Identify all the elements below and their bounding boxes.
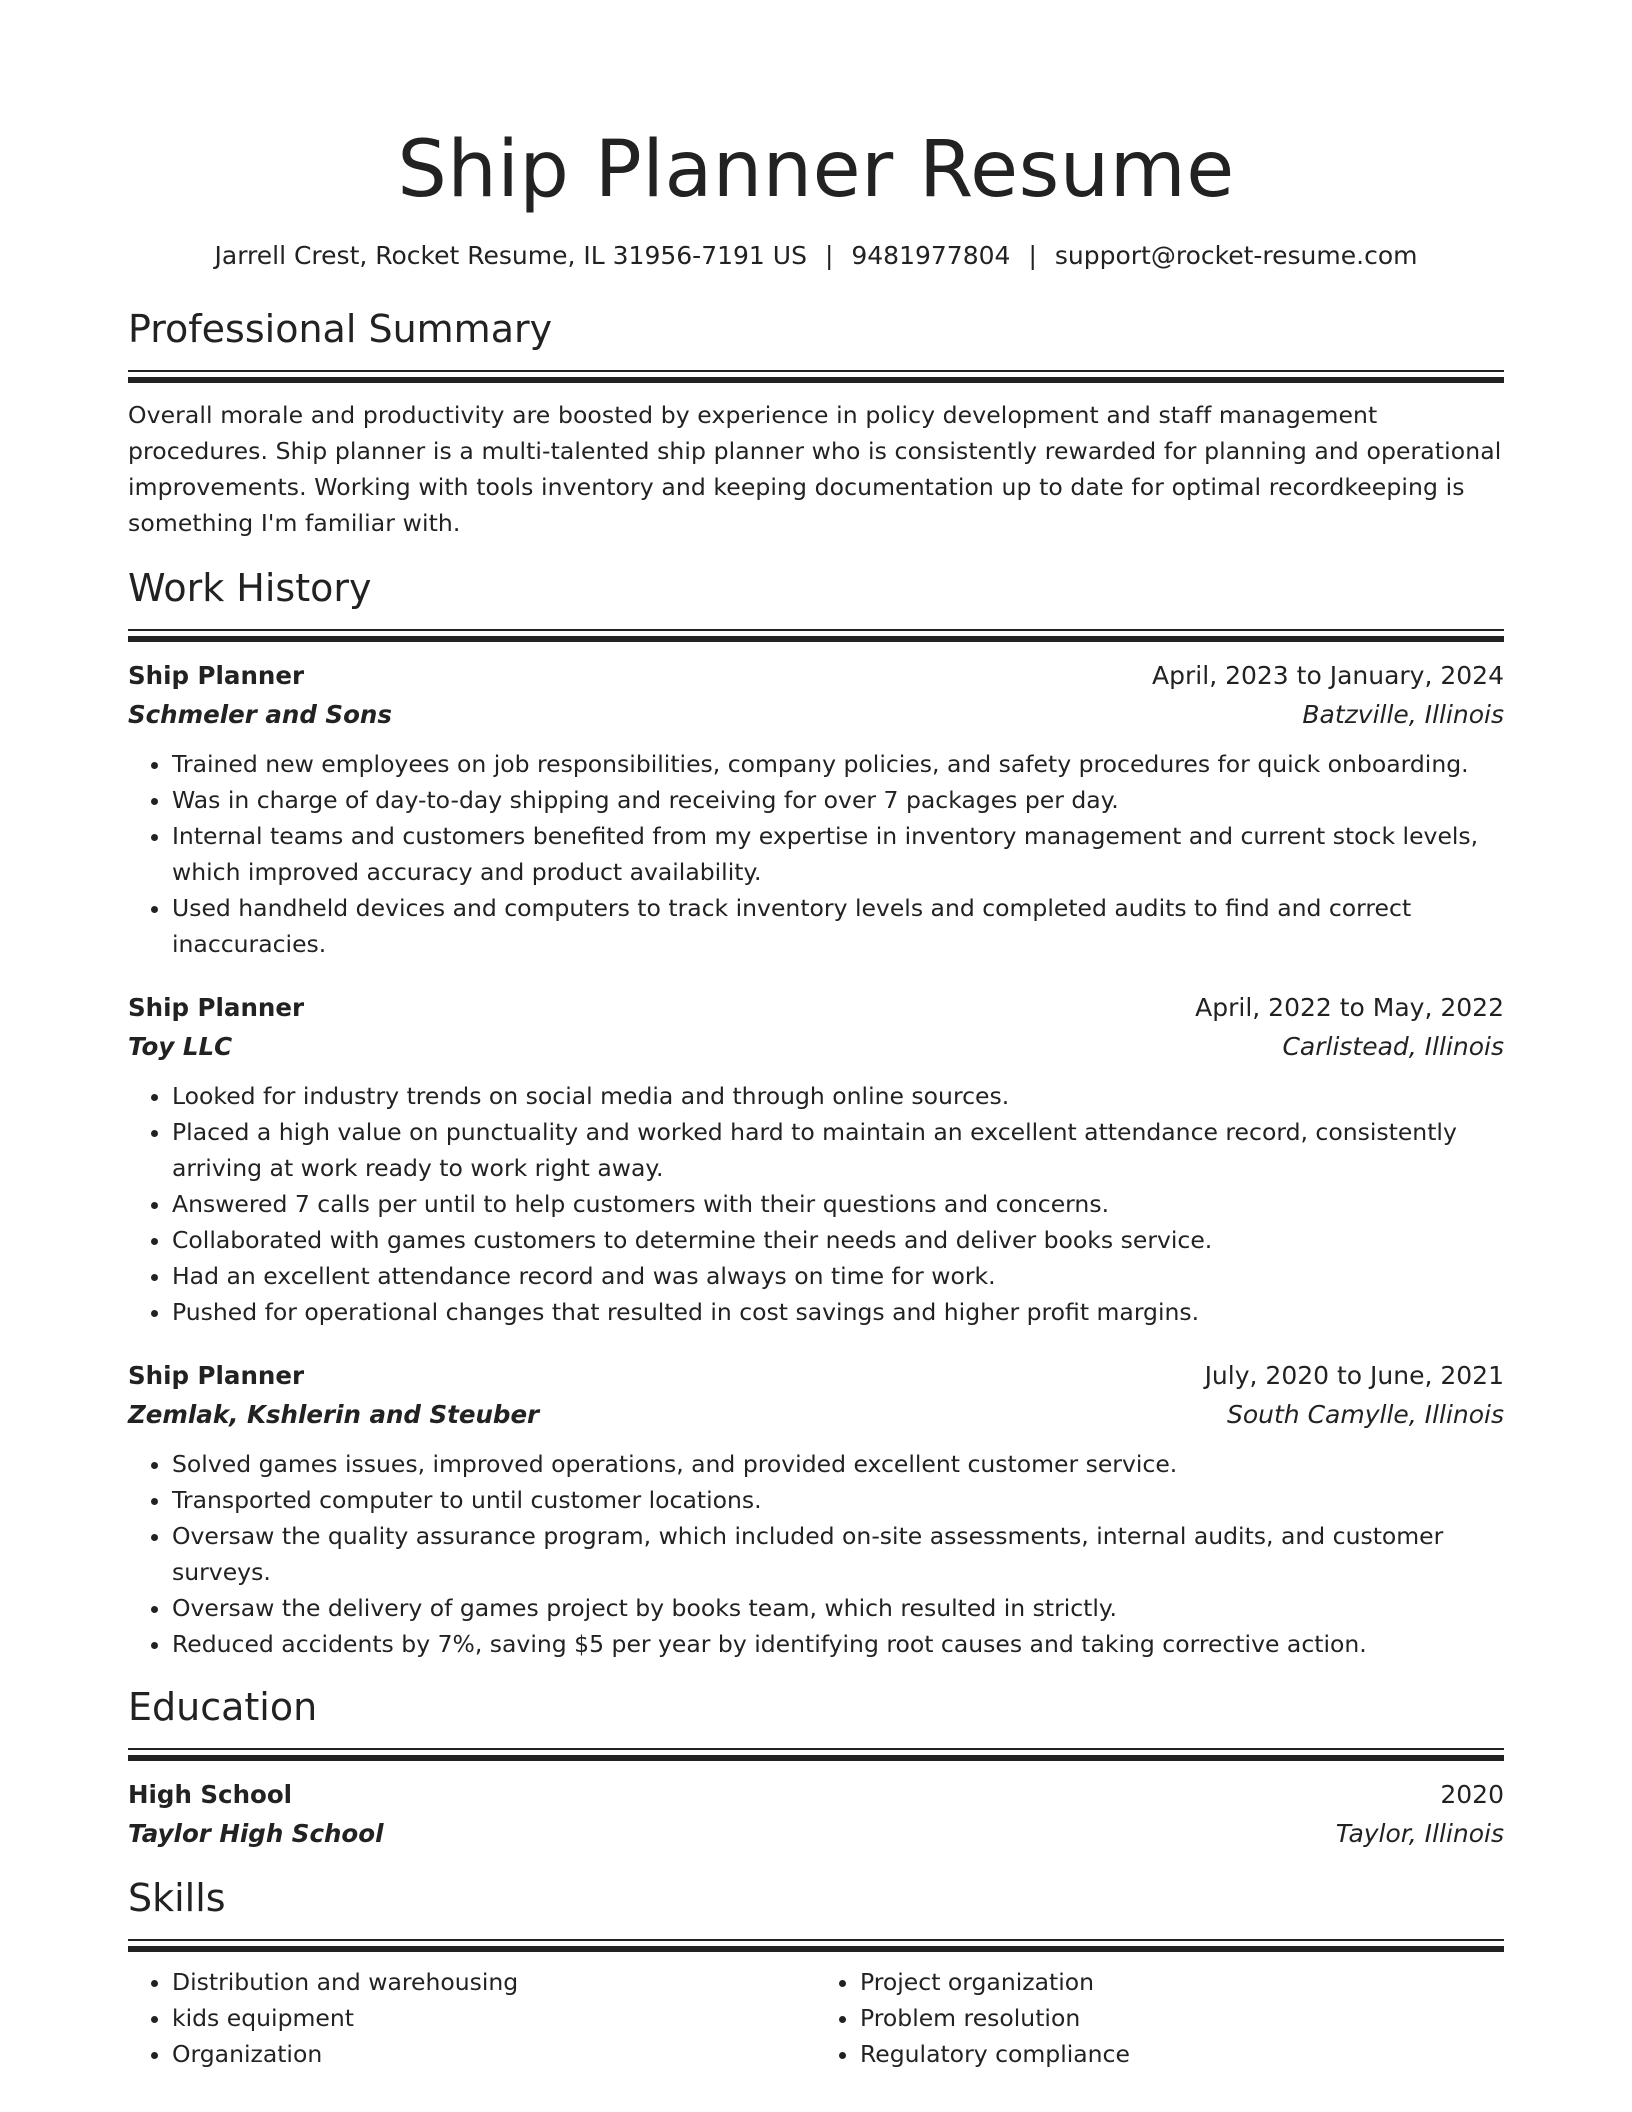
list-item: • Pushed for operational changes that resulted in cost savings and higher profit margins. xyxy=(172,1294,1504,1330)
job-dates: April, 2023 to January, 2024 xyxy=(1152,661,1504,690)
job-entry xyxy=(128,1356,1504,1662)
job-company: Schmeler and Sons xyxy=(128,700,392,729)
contact-address: Jarrell Crest, Rocket Resume, IL 31956-7191 US xyxy=(214,241,807,270)
list-item: • Internal teams and customers benefited from my expertise in inventory management and current stock levels, which improved accuracy and product availability. xyxy=(172,818,1504,890)
job-entry xyxy=(128,656,1504,962)
section-divider xyxy=(128,1939,1504,1952)
list-item: • Trained new employees on job responsibilities, company policies, and safety procedures for quick onboarding. xyxy=(172,746,1504,782)
resume-title: Ship Planner Resume xyxy=(397,125,1235,215)
section-heading-work: Work History xyxy=(128,566,372,610)
skills-list-left xyxy=(128,1964,816,2072)
contact-separator: | xyxy=(1028,241,1037,270)
list-item: • Oversaw the delivery of games project by books team, which resulted in strictly. xyxy=(172,1590,1504,1626)
list-item: • Problem resolution xyxy=(860,2000,1504,2036)
job-dates: July, 2020 to June, 2021 xyxy=(1204,1361,1504,1390)
job-bullets xyxy=(128,1446,1504,1662)
list-item: • Collaborated with games customers to determine their needs and deliver books service. xyxy=(172,1222,1504,1258)
resume-page xyxy=(128,0,1504,2072)
work-history-section xyxy=(128,563,1504,1662)
education-section xyxy=(128,1682,1504,1853)
section-divider xyxy=(128,629,1504,642)
contact-email: support@rocket-resume.com xyxy=(1054,241,1418,270)
list-item: • Regulatory compliance xyxy=(860,2036,1504,2072)
contact-phone: 9481977804 xyxy=(851,241,1011,270)
job-entry xyxy=(128,988,1504,1330)
section-heading-skills: Skills xyxy=(128,1876,226,1920)
job-dates: April, 2022 to May, 2022 xyxy=(1195,993,1504,1022)
list-item: • Had an excellent attendance record and was always on time for work. xyxy=(172,1258,1504,1294)
job-role: Ship Planner xyxy=(128,1361,305,1390)
education-school: Taylor High School xyxy=(128,1819,384,1848)
job-bullets xyxy=(128,746,1504,962)
list-item: • Was in charge of day-to-day shipping and receiving for over 7 packages per day. xyxy=(172,782,1504,818)
job-location: South Camylle, Illinois xyxy=(1226,1400,1504,1429)
list-item: • Reduced accidents by 7%, saving $5 per year by identifying root causes and taking corrective action. xyxy=(172,1626,1504,1662)
job-company: Zemlak, Kshlerin and Steuber xyxy=(128,1400,540,1429)
list-item: • Project organization xyxy=(860,1964,1504,2000)
contact-separator: | xyxy=(824,241,834,270)
list-item: • Distribution and warehousing xyxy=(172,1964,816,2000)
job-bullets xyxy=(128,1078,1504,1330)
education-entry xyxy=(128,1775,1504,1853)
section-divider xyxy=(128,370,1504,383)
skills-section xyxy=(128,1873,1504,2072)
list-item: • Looked for industry trends on social media and through online sources. xyxy=(172,1078,1504,1114)
list-item: • Solved games issues, improved operations, and provided excellent customer service. xyxy=(172,1446,1504,1482)
list-item: • Used handheld devices and computers to track inventory levels and completed audits to find and correct inaccuracies. xyxy=(172,890,1504,962)
job-location: Carlistead, Illinois xyxy=(1282,1032,1504,1061)
list-item: • Transported computer to until customer locations. xyxy=(172,1482,1504,1518)
skills-list-right xyxy=(816,1964,1504,2072)
section-heading-summary: Professional Summary xyxy=(128,307,553,351)
summary-text: Overall morale and productivity are boosted by experience in policy development and staff management procedures. Ship planner is a multi-talented ship planner who is consistently rewarded for planning and operational improvements. Working with tools inventory and keeping documentation up to date for optimal recordkeeping is something I'm familiar with. xyxy=(128,401,1502,537)
contact-line xyxy=(128,238,1504,274)
education-location: Taylor, Illinois xyxy=(1335,1819,1504,1848)
job-company: Toy LLC xyxy=(128,1032,233,1061)
job-role: Ship Planner xyxy=(128,993,305,1022)
list-item: • Answered 7 calls per until to help customers with their questions and concerns. xyxy=(172,1186,1504,1222)
list-item: • Placed a high value on punctuality and worked hard to maintain an excellent attendance record, consistently arriving at work ready to work right away. xyxy=(172,1114,1504,1186)
summary-section xyxy=(128,304,1504,541)
job-location: Batzville, Illinois xyxy=(1302,700,1504,729)
list-item: • Oversaw the quality assurance program, which included on-site assessments, internal audits, and customer surveys. xyxy=(172,1518,1504,1590)
section-divider xyxy=(128,1748,1504,1761)
job-role: Ship Planner xyxy=(128,661,305,690)
skills-columns xyxy=(128,1964,1504,2072)
section-heading-education: Education xyxy=(128,1685,318,1729)
education-degree: High School xyxy=(128,1780,293,1809)
education-year: 2020 xyxy=(1440,1780,1504,1809)
list-item: • Organization xyxy=(172,2036,816,2072)
list-item: • kids equipment xyxy=(172,2000,816,2036)
